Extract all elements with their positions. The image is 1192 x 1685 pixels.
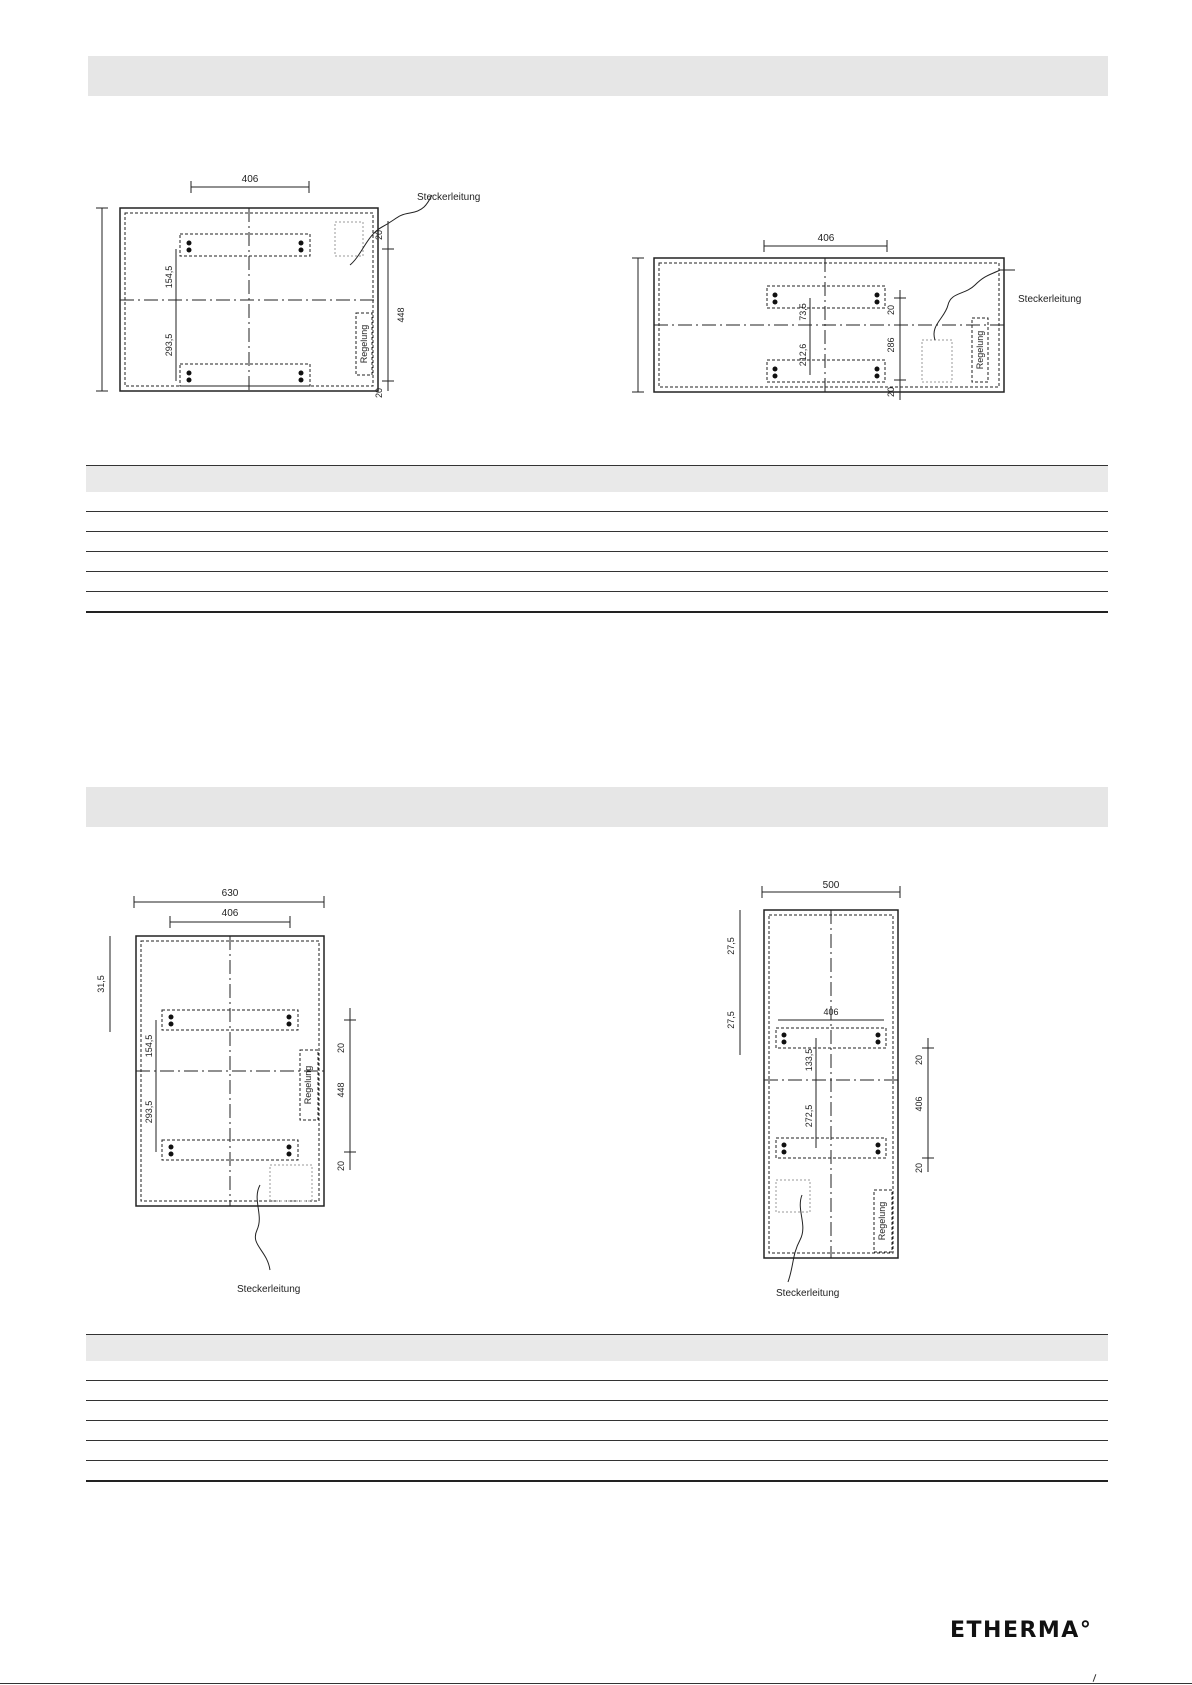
- table-row: [86, 572, 1108, 592]
- brand-logo: ETHERMA°: [950, 1618, 1093, 1643]
- control-label: Regelung: [359, 324, 369, 364]
- dim-label: 20: [886, 386, 896, 398]
- table-header: [86, 465, 1108, 492]
- dim-label: 293,5: [164, 333, 174, 357]
- cable-label: Steckerleitung: [237, 1284, 301, 1295]
- table-header: [86, 1334, 1108, 1361]
- footer-mark: [1093, 1674, 1097, 1682]
- dim-label: 406: [241, 174, 259, 185]
- dim-label: 406: [914, 1096, 924, 1112]
- control-label: Regelung: [303, 1065, 313, 1105]
- specs-table-bottom: [86, 1334, 1108, 1482]
- table-row: [86, 1381, 1108, 1401]
- dim-label: 448: [396, 307, 406, 323]
- table-row: [86, 532, 1108, 552]
- dim-label: 20: [336, 1042, 346, 1054]
- table-row: [86, 552, 1108, 572]
- table-row: [86, 1361, 1108, 1381]
- dim-label: 20: [914, 1054, 924, 1066]
- table-row: [86, 592, 1108, 613]
- drawing-top-right: [630, 230, 1110, 410]
- dim-label: 286: [886, 337, 896, 353]
- dim-label: 20: [914, 1162, 924, 1174]
- dim-label: 20: [886, 304, 896, 316]
- dim-label: 293,5: [144, 1100, 154, 1124]
- drawing-bottom-right: [720, 880, 960, 1300]
- cable-label: Steckerleitung: [776, 1288, 840, 1299]
- table-row: [86, 1441, 1108, 1461]
- table-row: [86, 1401, 1108, 1421]
- cable-label: Steckerleitung: [417, 192, 481, 203]
- specs-table-top: [86, 465, 1108, 613]
- dim-label: 406: [221, 908, 239, 919]
- dim-label: 154,5: [164, 265, 174, 289]
- dim-label: 212,6: [798, 343, 808, 367]
- dim-label: 500: [822, 880, 840, 891]
- dim-label: 31,5: [96, 975, 106, 993]
- dim-label: 154,5: [144, 1034, 154, 1058]
- dim-label: 27,5: [726, 1011, 736, 1029]
- drawing-top-left: [92, 165, 512, 405]
- control-label: Regelung: [877, 1201, 887, 1241]
- dim-label: 27,5: [726, 937, 736, 955]
- dim-label: 630: [221, 888, 239, 899]
- dim-label: 406: [823, 1007, 839, 1017]
- table-row: [86, 1421, 1108, 1441]
- table-row: [86, 1461, 1108, 1482]
- table-row: [86, 512, 1108, 532]
- dim-label: 73,5: [798, 303, 808, 321]
- dim-label: 20: [336, 1160, 346, 1172]
- section-header-band: [86, 787, 1108, 827]
- cable-label: Steckerleitung: [1018, 294, 1082, 305]
- drawing-bottom-left: [92, 880, 422, 1300]
- dim-label: 406: [817, 233, 835, 244]
- footer-divider: [0, 1683, 1192, 1684]
- dim-label: 272,5: [804, 1104, 814, 1128]
- control-label: Regelung: [975, 330, 985, 370]
- dim-label: 20: [374, 229, 384, 241]
- dim-label: 133,5: [804, 1048, 814, 1072]
- table-row: [86, 492, 1108, 512]
- dim-label: 448: [336, 1082, 346, 1098]
- section-header-band: [88, 56, 1108, 96]
- dim-label: 20: [374, 387, 384, 399]
